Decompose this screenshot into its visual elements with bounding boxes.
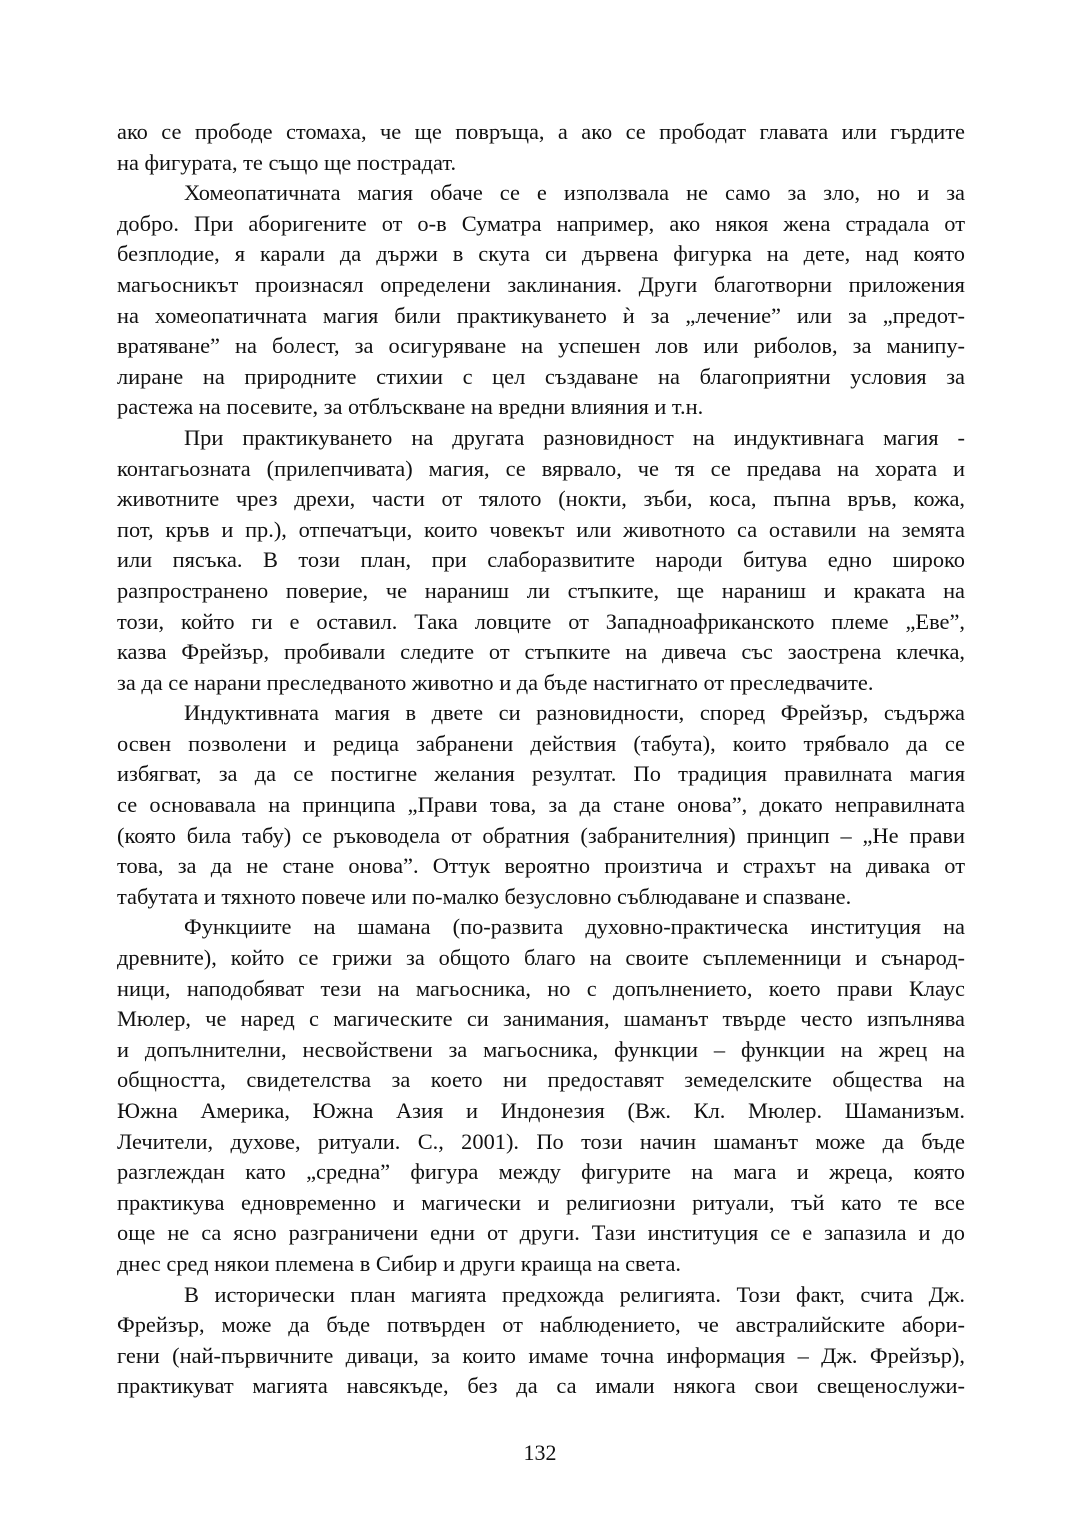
text-line-42: практикуват магията навсякъде, без да са имали някога свои свещенослужи- [117,1373,965,1399]
page-number: 132 [523,1440,557,1465]
text-line-20: Индуктивната магия в двете си разновидности, според Фрейзър, съдържа [184,700,965,726]
text-line-6: магьосникът произнасял определени заклинания. Други благотворни приложения [117,271,965,297]
text-line-17: този, който ги е оставил. Така ловците от Западноафриканското племе „Еве”, [117,608,965,634]
text-line-30: Мюлер, че наред с магическите си занимания, шаманът твърде често изпълнява [117,1006,965,1032]
text-line-4: добро. При аборигените от о-в Суматра например, ако някоя жена страдала от [117,210,965,236]
text-line-23: се основавала на принципа „Прави това, за да стане онова”, докато неправилната [117,792,965,818]
text-line-24: (която била табу) се ръководела от обратния (забранителния) принцип – „Не прави [117,822,965,848]
text-line-16: разпространено поверие, че нараниш ли стъпките, ще нараниш и краката на [117,577,965,603]
text-line-2: на фигурата, те също ще пострадат. [117,149,457,175]
text-line-5: безплодие, я карали да държи в скута си дървена фигурка на дете, над която [117,241,965,267]
text-line-10: растежа на посевите, за отблъскване на вредни влияния и т.н. [117,394,704,420]
page-body [117,117,965,1402]
text-line-13: животните чрез дрехи, части от тялото (нокти, зъби, коса, пъпна връв, кожа, [117,486,965,512]
text-line-11: При практикуването на другата разновидност на индуктивнага магия - [184,424,965,450]
text-line-19: за да се нарани преследваното животно и да бъде настигнато от преследвачите. [117,669,874,695]
text-line-14: пот, кръв и пр.), отпечатъци, които човекът или животното са оставили на земята [117,516,965,542]
text-line-37: още не са ясно разграничени едни от други. Тази институция се е запазила и до [117,1220,965,1246]
text-line-39: В исторически план магията предхожда религията. Този факт, счита Дж. [184,1281,965,1307]
text-line-22: избягват, за да се постигне желания резултат. По традиция правилната магия [117,761,965,787]
text-line-8: вратяване” на болест, за осигуряване на успешен лов или риболов, за манипу- [117,333,965,359]
text-line-31: и допълнителни, несвойствени за магьосника, функции – функции на жрец на [117,1036,965,1062]
text-line-29: ници, наподобяват тези на магьосника, но с допълнението, което прави Клаус [117,975,965,1001]
text-line-28: древните), който се грижи за общото благо на своите съплеменници и сънарод- [117,945,965,971]
text-line-3: Хомеопатичната магия обаче се е използвала не само за зло, но и за [184,180,965,206]
text-line-7: на хомеопатичната магия били практикуването ѝ за „лечение” или за „предот- [117,302,965,328]
text-line-26: табутата и тяхното повече или по-малко безусловно съблюдаване и спазване. [117,883,852,909]
text-line-41: гени (най-първичните диваци, за които имаме точна информация – Дж. Фрейзър), [117,1342,965,1368]
text-line-15: или пясъка. В този план, при слаборазвитите народи битува едно широко [117,547,965,573]
text-line-36: практикува едновременно и магически и религиозни ритуали, тъй като те все [117,1189,965,1215]
text-line-1: ако се прободе стомаха, че ще повръща, а ако се прободат главата или гърдите [117,119,965,144]
text-line-9: лиране на природните стихии с цел създаване на благоприятни условия за [117,363,965,389]
text-line-21: освен позволени и редица забранени действия (табута), които трябвало да се [117,730,965,756]
text-line-27: Функциите на шамана (по-развита духовно-практическа институция на [184,914,965,940]
text-line-35: разглеждан като „средна” фигура между фигурите на мага и жреца, която [117,1159,965,1185]
text-line-33: Южна Америка, Южна Азия и Индонезия (Вж. Кл. Мюлер. Шаманизъм. [117,1098,965,1123]
text-line-25: това, за да не стане онова”. Оттук вероятно произтича и страхът на дивака от [117,853,965,879]
text-line-38: днес сред някои племена в Сибир и други краища на света. [117,1250,681,1276]
text-line-34: Лечители, духове, ритуали. С., 2001). По този начин шаманът може да бъде [117,1128,965,1154]
text-line-12: контагьозната (прилепчивата) магия, се вярвало, че тя се предава на хората и [117,455,965,481]
text-line-32: общността, свидетелства за което ни предоставят земеделските общества на [117,1067,965,1093]
text-line-40: Фрейзър, може да бъде потвърден от наблюдението, че австралийските абори- [117,1312,965,1338]
text-line-18: казва Фрейзър, пробивали следите от стъпките на дивеча със заострена клечка, [117,639,965,665]
